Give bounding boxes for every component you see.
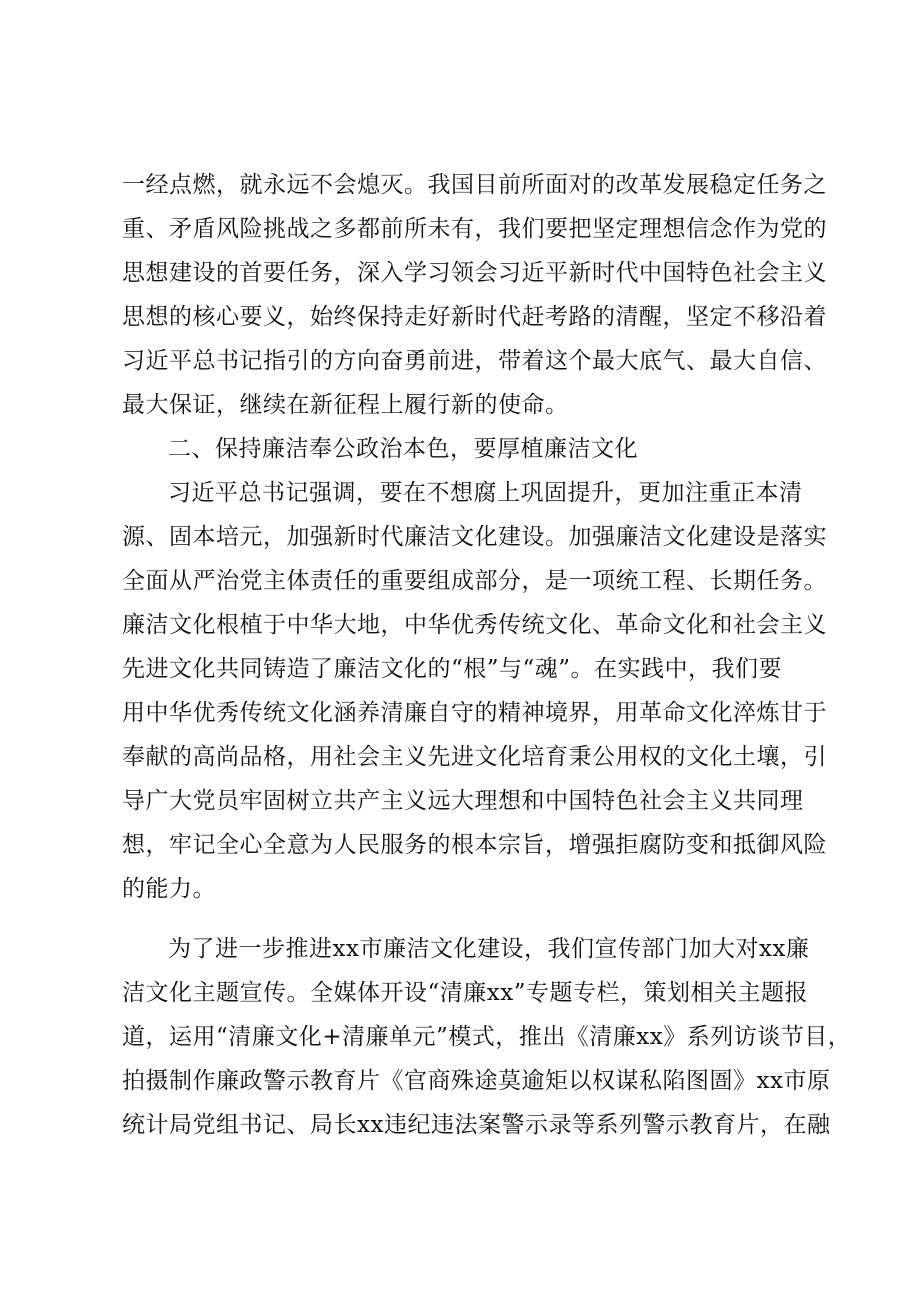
section-heading: 二、保持廉洁奉公政治本色，要厚植廉洁文化 bbox=[168, 436, 638, 462]
paragraph-line: 思想的核心要义，始终保持走好新时代赶考路的清醒，坚定不移沿着 bbox=[122, 304, 827, 330]
paragraph-line: 用中华优秀传统文化涵养清廉自守的精神境界，用革命文化淬炼甘于 bbox=[122, 700, 827, 726]
paragraph-line: 习近平总书记指引的方向奋勇前进，带着这个最大底气、最大自信、 bbox=[122, 348, 827, 374]
paragraph-line: 先进文化共同铸造了廉洁文化的“根”与“魂”。在实践中，我们要 bbox=[122, 656, 783, 682]
paragraph-line: 廉洁文化根植于中华大地，中华优秀传统文化、革命文化和社会主义 bbox=[122, 612, 827, 638]
paragraph-line: 最大保证，继续在新征程上履行新的使命。 bbox=[122, 392, 569, 418]
paragraph-line: 道，运用“清廉文化+清廉单元”模式，推出《清廉xx》系列访谈节目， bbox=[122, 1024, 852, 1050]
paragraph-line: 源、固本培元，加强新时代廉洁文化建设。加强廉洁文化建设是落实 bbox=[122, 524, 827, 550]
paragraph-line: 统计局党组书记、局长xx违纪违法案警示录等系列警示教育片，在融 bbox=[122, 1112, 831, 1138]
paragraph-line: 全面从严治党主体责任的重要组成部分，是一项统工程、长期任务。 bbox=[122, 568, 827, 594]
paragraph-line: 的能力。 bbox=[122, 876, 216, 902]
paragraph-line: 习近平总书记强调，要在不想腐上巩固提升，更加注重正本清 bbox=[168, 480, 803, 506]
paragraph-line: 洁文化主题宣传。全媒体开设“清廉xx”专题专栏，策划相关主题报 bbox=[122, 980, 808, 1006]
paragraph-line: 一经点燃，就永远不会熄灭。我国目前所面对的改革发展稳定任务之 bbox=[122, 172, 827, 198]
paragraph-line: 拍摄制作廉政警示教育片《官商殊途莫逾矩以权谋私陷图圄》xx市原 bbox=[122, 1068, 831, 1094]
paragraph-line: 为了进一步推进xx市廉洁文化建设，我们宣传部门加大对xx廉 bbox=[168, 936, 810, 962]
paragraph-line: 导广大党员牢固树立共产主义远大理想和中国特色社会主义共同理 bbox=[122, 788, 804, 814]
paragraph-line: 思想建设的首要任务，深入学习领会习近平新时代中国特色社会主义 bbox=[122, 260, 827, 286]
paragraph-line: 想，牢记全心全意为人民服务的根本宗旨，增强拒腐防变和抵御风险 bbox=[122, 832, 827, 858]
paragraph-line: 奉献的高尚品格，用社会主义先进文化培育秉公用权的文化土壤，引 bbox=[122, 744, 827, 770]
paragraph-line: 重、矛盾风险挑战之多都前所未有，我们要把坚定理想信念作为党的 bbox=[122, 216, 827, 242]
